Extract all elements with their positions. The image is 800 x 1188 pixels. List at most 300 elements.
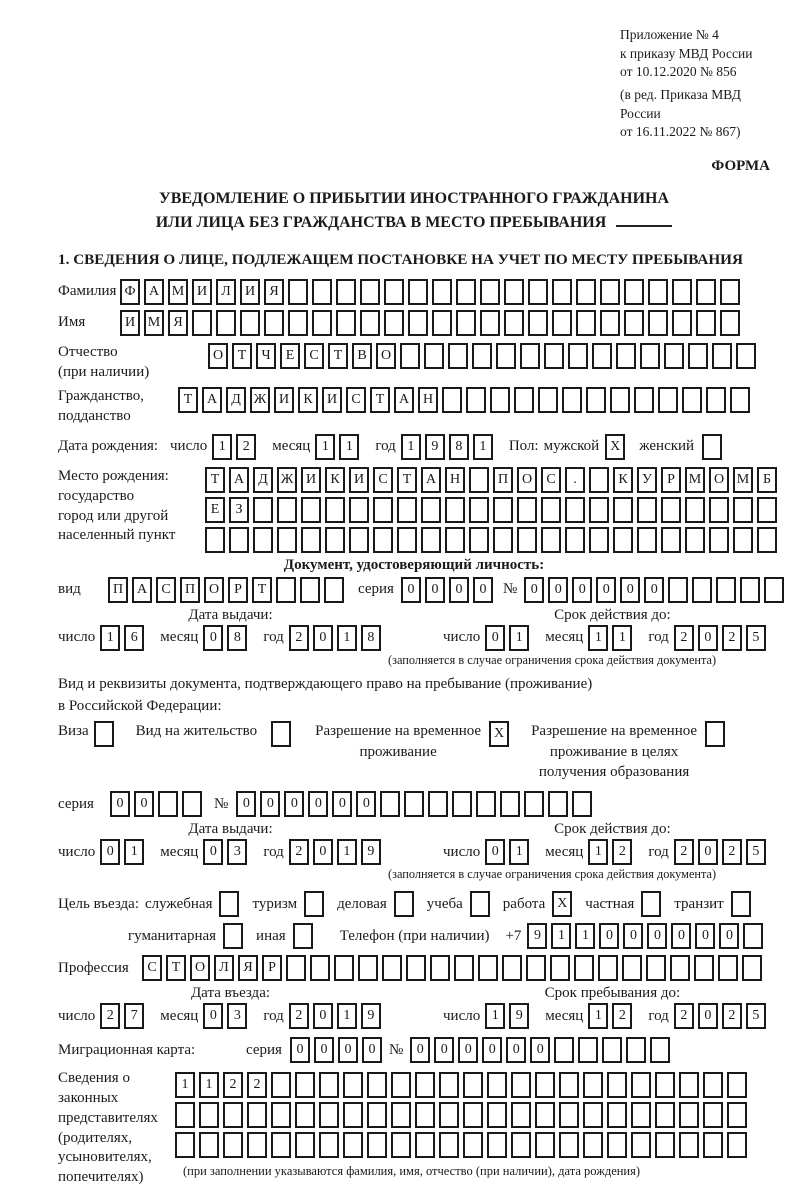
char-box[interactable]: 2 (247, 1072, 267, 1098)
char-box[interactable] (586, 387, 606, 413)
char-box[interactable]: 0 (110, 791, 130, 817)
char-box[interactable] (679, 1072, 699, 1098)
char-box[interactable] (199, 1102, 219, 1128)
char-box[interactable] (583, 1072, 603, 1098)
char-box[interactable]: З (229, 497, 249, 523)
char-box[interactable]: 0 (313, 839, 333, 865)
char-box[interactable] (535, 1102, 555, 1128)
char-box[interactable]: 1 (337, 839, 357, 865)
char-box[interactable]: 7 (124, 1003, 144, 1029)
char-box[interactable]: И (192, 279, 212, 305)
char-box[interactable] (607, 1102, 627, 1128)
char-box[interactable] (448, 343, 468, 369)
char-box[interactable]: 0 (548, 577, 568, 603)
char-box[interactable]: 9 (361, 839, 381, 865)
char-box[interactable]: Р (228, 577, 248, 603)
char-box[interactable] (544, 343, 564, 369)
char-box[interactable]: 9 (527, 923, 547, 949)
char-box[interactable]: 2 (612, 1003, 632, 1029)
char-box[interactable] (502, 955, 522, 981)
char-box[interactable] (295, 1072, 315, 1098)
char-box[interactable] (391, 1102, 411, 1128)
purpose-private-checkbox[interactable] (641, 891, 661, 917)
char-box[interactable]: 1 (575, 923, 595, 949)
char-box[interactable] (616, 343, 636, 369)
char-box[interactable]: 9 (509, 1003, 529, 1029)
char-box[interactable] (712, 343, 732, 369)
char-box[interactable] (655, 1132, 675, 1158)
char-box[interactable] (541, 527, 561, 553)
char-box[interactable]: 2 (100, 1003, 120, 1029)
char-box[interactable] (504, 279, 524, 305)
char-box[interactable] (706, 387, 726, 413)
char-box[interactable] (634, 387, 654, 413)
char-box[interactable] (445, 527, 465, 553)
char-box[interactable] (469, 467, 489, 493)
char-box[interactable] (432, 310, 452, 336)
char-box[interactable] (559, 1102, 579, 1128)
char-box[interactable] (757, 497, 777, 523)
char-box[interactable] (247, 1102, 267, 1128)
char-box[interactable]: О (204, 577, 224, 603)
char-box[interactable] (349, 527, 369, 553)
char-box[interactable] (535, 1072, 555, 1098)
char-box[interactable]: А (229, 467, 249, 493)
char-box[interactable] (253, 527, 273, 553)
char-box[interactable]: 0 (449, 577, 469, 603)
char-box[interactable] (430, 955, 450, 981)
char-box[interactable] (528, 279, 548, 305)
char-box[interactable]: 0 (308, 791, 328, 817)
char-box[interactable]: 2 (722, 625, 742, 651)
char-box[interactable] (415, 1102, 435, 1128)
char-box[interactable] (367, 1072, 387, 1098)
char-box[interactable] (552, 279, 572, 305)
char-box[interactable] (631, 1132, 651, 1158)
char-box[interactable]: П (180, 577, 200, 603)
char-box[interactable] (648, 310, 668, 336)
char-box[interactable] (360, 310, 380, 336)
char-box[interactable] (548, 791, 568, 817)
sex-male-checkbox[interactable]: X (605, 434, 625, 460)
char-box[interactable] (610, 387, 630, 413)
char-box[interactable]: 1 (212, 434, 232, 460)
char-box[interactable]: Р (262, 955, 282, 981)
char-box[interactable] (288, 310, 308, 336)
char-box[interactable]: 2 (612, 839, 632, 865)
char-box[interactable]: 0 (506, 1037, 526, 1063)
char-box[interactable] (276, 577, 296, 603)
char-box[interactable] (286, 955, 306, 981)
char-box[interactable]: 2 (289, 625, 309, 651)
char-box[interactable] (349, 497, 369, 523)
char-box[interactable] (607, 1132, 627, 1158)
char-box[interactable]: Л (214, 955, 234, 981)
char-box[interactable]: 8 (227, 625, 247, 651)
char-box[interactable] (421, 497, 441, 523)
char-box[interactable] (607, 1072, 627, 1098)
char-box[interactable]: 0 (236, 791, 256, 817)
char-box[interactable] (466, 387, 486, 413)
char-box[interactable] (424, 343, 444, 369)
char-box[interactable] (650, 1037, 670, 1063)
char-box[interactable]: 8 (361, 625, 381, 651)
char-box[interactable] (358, 955, 378, 981)
char-box[interactable]: 0 (458, 1037, 478, 1063)
char-box[interactable] (589, 467, 609, 493)
char-box[interactable]: О (376, 343, 396, 369)
char-box[interactable]: 0 (100, 839, 120, 865)
char-box[interactable] (487, 1102, 507, 1128)
char-box[interactable] (277, 497, 297, 523)
char-box[interactable] (511, 1132, 531, 1158)
char-box[interactable] (175, 1132, 195, 1158)
char-box[interactable]: 0 (482, 1037, 502, 1063)
char-box[interactable] (559, 1072, 579, 1098)
char-box[interactable] (576, 279, 596, 305)
char-box[interactable]: 0 (260, 791, 280, 817)
char-box[interactable] (583, 1102, 603, 1128)
char-box[interactable] (528, 310, 548, 336)
char-box[interactable]: 2 (223, 1072, 243, 1098)
char-box[interactable] (454, 955, 474, 981)
purpose-tourism-checkbox[interactable] (304, 891, 324, 917)
char-box[interactable]: 2 (674, 1003, 694, 1029)
char-box[interactable]: 0 (596, 577, 616, 603)
char-box[interactable] (476, 791, 496, 817)
char-box[interactable] (478, 955, 498, 981)
char-box[interactable] (661, 497, 681, 523)
char-box[interactable] (720, 310, 740, 336)
char-box[interactable] (223, 1102, 243, 1128)
char-box[interactable]: 0 (698, 625, 718, 651)
char-box[interactable]: Т (205, 467, 225, 493)
char-box[interactable]: Ж (250, 387, 270, 413)
char-box[interactable]: 2 (289, 839, 309, 865)
char-box[interactable] (589, 527, 609, 553)
char-box[interactable] (517, 497, 537, 523)
purpose-official-checkbox[interactable] (219, 891, 239, 917)
char-box[interactable] (271, 1102, 291, 1128)
char-box[interactable] (682, 387, 702, 413)
char-box[interactable]: А (394, 387, 414, 413)
char-box[interactable] (730, 387, 750, 413)
char-box[interactable]: 1 (337, 1003, 357, 1029)
char-box[interactable]: 0 (485, 625, 505, 651)
char-box[interactable]: Л (216, 279, 236, 305)
char-box[interactable] (554, 1037, 574, 1063)
char-box[interactable]: 0 (572, 577, 592, 603)
char-box[interactable]: 5 (746, 625, 766, 651)
char-box[interactable]: Т (178, 387, 198, 413)
char-box[interactable] (271, 1072, 291, 1098)
char-box[interactable] (182, 791, 202, 817)
char-box[interactable] (565, 527, 585, 553)
char-box[interactable] (432, 279, 452, 305)
char-box[interactable]: Т (252, 577, 272, 603)
char-box[interactable] (428, 791, 448, 817)
char-box[interactable] (624, 310, 644, 336)
char-box[interactable] (600, 279, 620, 305)
char-box[interactable]: 3 (227, 839, 247, 865)
char-box[interactable] (456, 310, 476, 336)
char-box[interactable] (158, 791, 178, 817)
char-box[interactable] (271, 1132, 291, 1158)
char-box[interactable] (391, 1072, 411, 1098)
char-box[interactable] (664, 343, 684, 369)
char-box[interactable] (696, 310, 716, 336)
char-box[interactable] (277, 527, 297, 553)
char-box[interactable] (696, 279, 716, 305)
char-box[interactable]: К (298, 387, 318, 413)
char-box[interactable]: 1 (100, 625, 120, 651)
char-box[interactable] (655, 1072, 675, 1098)
char-box[interactable] (493, 527, 513, 553)
char-box[interactable] (658, 387, 678, 413)
char-box[interactable]: С (142, 955, 162, 981)
char-box[interactable] (472, 343, 492, 369)
char-box[interactable] (631, 1102, 651, 1128)
char-box[interactable]: М (733, 467, 753, 493)
char-box[interactable] (487, 1072, 507, 1098)
char-box[interactable]: 2 (722, 1003, 742, 1029)
char-box[interactable] (384, 310, 404, 336)
char-box[interactable] (740, 577, 760, 603)
char-box[interactable] (301, 497, 321, 523)
char-box[interactable] (406, 955, 426, 981)
char-box[interactable]: Е (280, 343, 300, 369)
char-box[interactable] (452, 791, 472, 817)
char-box[interactable]: 1 (339, 434, 359, 460)
char-box[interactable] (640, 343, 660, 369)
purpose-study-checkbox[interactable] (470, 891, 490, 917)
char-box[interactable] (415, 1072, 435, 1098)
purpose-transit-checkbox[interactable] (731, 891, 751, 917)
char-box[interactable] (439, 1102, 459, 1128)
char-box[interactable]: 0 (599, 923, 619, 949)
char-box[interactable] (442, 387, 462, 413)
char-box[interactable]: 0 (284, 791, 304, 817)
char-box[interactable]: 0 (698, 839, 718, 865)
char-box[interactable] (568, 343, 588, 369)
char-box[interactable]: И (322, 387, 342, 413)
char-box[interactable]: А (202, 387, 222, 413)
char-box[interactable] (583, 1132, 603, 1158)
char-box[interactable] (404, 791, 424, 817)
char-box[interactable] (733, 497, 753, 523)
char-box[interactable] (727, 1102, 747, 1128)
char-box[interactable]: 5 (746, 839, 766, 865)
char-box[interactable]: 0 (314, 1037, 334, 1063)
char-box[interactable]: 2 (722, 839, 742, 865)
char-box[interactable] (373, 527, 393, 553)
char-box[interactable] (626, 1037, 646, 1063)
char-box[interactable] (520, 343, 540, 369)
char-box[interactable] (400, 343, 420, 369)
char-box[interactable] (463, 1072, 483, 1098)
char-box[interactable] (648, 279, 668, 305)
char-box[interactable] (524, 791, 544, 817)
char-box[interactable] (334, 955, 354, 981)
char-box[interactable]: Ж (277, 467, 297, 493)
char-box[interactable] (631, 1072, 651, 1098)
char-box[interactable] (490, 387, 510, 413)
char-box[interactable]: П (108, 577, 128, 603)
char-box[interactable]: 0 (313, 1003, 333, 1029)
char-box[interactable] (240, 310, 260, 336)
char-box[interactable] (600, 310, 620, 336)
char-box[interactable] (439, 1132, 459, 1158)
char-box[interactable] (733, 527, 753, 553)
char-box[interactable]: 3 (227, 1003, 247, 1029)
char-box[interactable]: Т (328, 343, 348, 369)
char-box[interactable]: Д (253, 467, 273, 493)
char-box[interactable] (324, 577, 344, 603)
char-box[interactable]: В (352, 343, 372, 369)
char-box[interactable]: С (346, 387, 366, 413)
char-box[interactable] (493, 497, 513, 523)
visa-checkbox[interactable] (94, 721, 114, 747)
char-box[interactable] (589, 497, 609, 523)
char-box[interactable]: 9 (425, 434, 445, 460)
char-box[interactable] (463, 1102, 483, 1128)
char-box[interactable]: 0 (290, 1037, 310, 1063)
char-box[interactable] (312, 310, 332, 336)
char-box[interactable]: Н (445, 467, 465, 493)
char-box[interactable] (463, 1132, 483, 1158)
char-box[interactable]: 2 (289, 1003, 309, 1029)
char-box[interactable]: 0 (473, 577, 493, 603)
char-box[interactable]: 2 (674, 625, 694, 651)
char-box[interactable]: М (168, 279, 188, 305)
char-box[interactable]: Б (757, 467, 777, 493)
char-box[interactable] (421, 527, 441, 553)
char-box[interactable]: 2 (236, 434, 256, 460)
char-box[interactable]: 0 (203, 839, 223, 865)
char-box[interactable]: 0 (425, 577, 445, 603)
char-box[interactable]: 1 (473, 434, 493, 460)
char-box[interactable]: 0 (620, 577, 640, 603)
char-box[interactable] (743, 923, 763, 949)
char-box[interactable] (319, 1132, 339, 1158)
char-box[interactable]: И (120, 310, 140, 336)
char-box[interactable] (469, 497, 489, 523)
char-box[interactable] (672, 310, 692, 336)
char-box[interactable] (504, 310, 524, 336)
char-box[interactable]: У (637, 467, 657, 493)
char-box[interactable] (709, 497, 729, 523)
char-box[interactable] (694, 955, 714, 981)
char-box[interactable]: 0 (647, 923, 667, 949)
char-box[interactable]: 0 (203, 625, 223, 651)
char-box[interactable]: 0 (356, 791, 376, 817)
char-box[interactable] (199, 1132, 219, 1158)
char-box[interactable] (216, 310, 236, 336)
char-box[interactable]: 0 (332, 791, 352, 817)
char-box[interactable] (487, 1132, 507, 1158)
purpose-humanitarian-checkbox[interactable] (223, 923, 243, 949)
char-box[interactable]: 9 (361, 1003, 381, 1029)
char-box[interactable]: Т (166, 955, 186, 981)
char-box[interactable]: 0 (719, 923, 739, 949)
char-box[interactable] (637, 527, 657, 553)
char-box[interactable]: 1 (588, 1003, 608, 1029)
char-box[interactable]: Т (232, 343, 252, 369)
char-box[interactable]: 0 (313, 625, 333, 651)
char-box[interactable]: 0 (530, 1037, 550, 1063)
char-box[interactable]: 0 (524, 577, 544, 603)
char-box[interactable] (541, 497, 561, 523)
char-box[interactable]: 1 (509, 839, 529, 865)
char-box[interactable] (736, 343, 756, 369)
char-box[interactable] (688, 343, 708, 369)
char-box[interactable] (646, 955, 666, 981)
char-box[interactable] (574, 955, 594, 981)
char-box[interactable] (253, 497, 273, 523)
char-box[interactable]: Е (205, 497, 225, 523)
char-box[interactable] (343, 1102, 363, 1128)
char-box[interactable] (439, 1072, 459, 1098)
char-box[interactable] (312, 279, 332, 305)
char-box[interactable] (576, 310, 596, 336)
char-box[interactable] (514, 387, 534, 413)
char-box[interactable] (382, 955, 402, 981)
char-box[interactable] (679, 1132, 699, 1158)
char-box[interactable] (598, 955, 618, 981)
char-box[interactable] (496, 343, 516, 369)
char-box[interactable] (205, 527, 225, 553)
char-box[interactable]: 0 (434, 1037, 454, 1063)
char-box[interactable] (367, 1102, 387, 1128)
char-box[interactable] (336, 310, 356, 336)
temp-residence-edu-checkbox[interactable] (705, 721, 725, 747)
char-box[interactable] (325, 527, 345, 553)
char-box[interactable]: О (517, 467, 537, 493)
char-box[interactable]: К (325, 467, 345, 493)
char-box[interactable] (511, 1072, 531, 1098)
char-box[interactable] (709, 527, 729, 553)
char-box[interactable] (670, 955, 690, 981)
char-box[interactable]: И (301, 467, 321, 493)
char-box[interactable] (517, 527, 537, 553)
char-box[interactable]: Т (397, 467, 417, 493)
char-box[interactable]: О (208, 343, 228, 369)
char-box[interactable] (415, 1132, 435, 1158)
char-box[interactable]: С (541, 467, 561, 493)
char-box[interactable]: 0 (401, 577, 421, 603)
char-box[interactable] (578, 1037, 598, 1063)
char-box[interactable]: Ч (256, 343, 276, 369)
char-box[interactable]: 1 (612, 625, 632, 651)
char-box[interactable] (469, 527, 489, 553)
char-box[interactable] (373, 497, 393, 523)
char-box[interactable]: Р (661, 467, 681, 493)
char-box[interactable] (288, 279, 308, 305)
char-box[interactable] (319, 1102, 339, 1128)
char-box[interactable] (661, 527, 681, 553)
char-box[interactable]: 1 (337, 625, 357, 651)
char-box[interactable] (668, 577, 688, 603)
char-box[interactable] (343, 1072, 363, 1098)
char-box[interactable] (380, 791, 400, 817)
char-box[interactable]: 1 (551, 923, 571, 949)
char-box[interactable] (500, 791, 520, 817)
char-box[interactable] (445, 497, 465, 523)
purpose-work-checkbox[interactable]: X (552, 891, 572, 917)
purpose-business-checkbox[interactable] (394, 891, 414, 917)
char-box[interactable]: И (240, 279, 260, 305)
char-box[interactable]: 0 (695, 923, 715, 949)
